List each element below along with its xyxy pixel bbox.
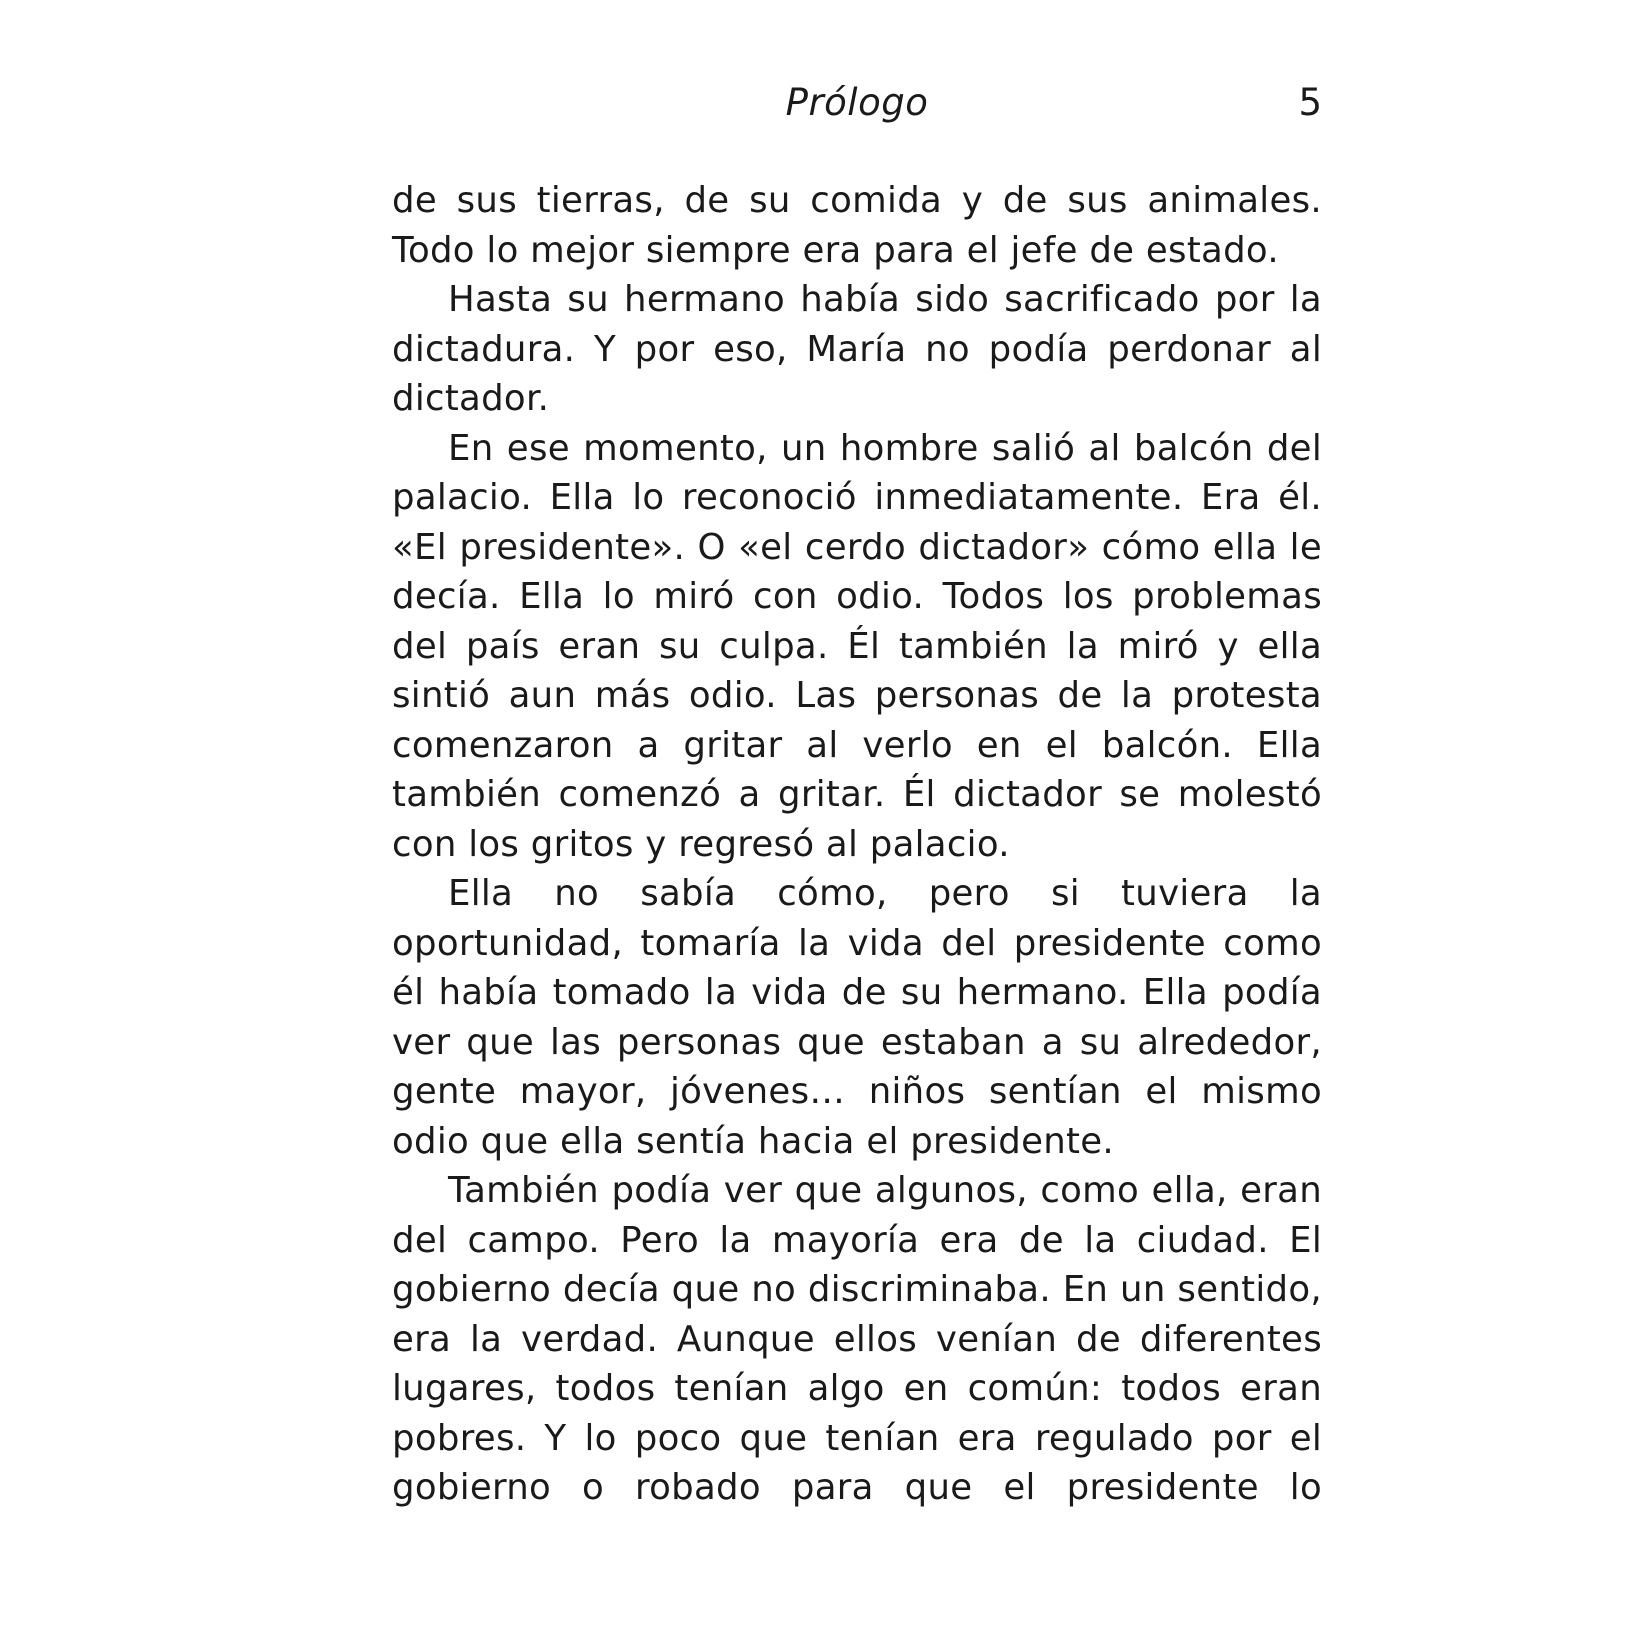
running-header (392, 78, 1322, 128)
body-text (392, 176, 1322, 1513)
paragraph: Hasta su hermano había sido sacrificado por la dictadura. Y por eso, María no podía perdonar al dictador. (392, 279, 1322, 419)
chapter-title: Prólogo (785, 81, 929, 124)
paragraph: También podía ver que algunos, como ella, eran del campo. Pero la mayoría era de la ciudad. El gobierno decía que no discriminaba. En un sentido, era la verdad. Aunque ellos venían de diferentes lugares, todos tenían algo en común: todos eran pobres. Y lo poco que tenían era regulado por el gobierno o robado para que el presidente lo (392, 1170, 1322, 1508)
page-number: 5 (1298, 81, 1322, 124)
paragraph-continued: de sus tierras, de su comida y de sus animales. Todo lo mejor siempre era para el jefe de estado. (392, 180, 1322, 271)
paragraph: Ella no sabía cómo, pero si tuviera la oportunidad, tomaría la vida del presidente como él había tomado la vida de su hermano. Ella podía ver que las personas que estaban a su alrededor, gente mayor, jóvenes… niños sentían el mismo odio que ella sentía hacia el presidente. (392, 873, 1322, 1162)
paragraph: En ese momento, un hombre salió al balcón del palacio. Ella lo reconoció inmediatamente. Era él. «El presidente». O «el cerdo dictador» cómo ella le decía. Ella lo miró con odio. Todos los problemas del país eran su culpa. Él también la miró y ella sintió aun más odio. Las personas de la protesta comenzaron a gritar al verlo en el balcón. Ella también comenzó a gritar. Él dictador se molestó con los gritos y regresó al palacio. (392, 427, 1322, 865)
